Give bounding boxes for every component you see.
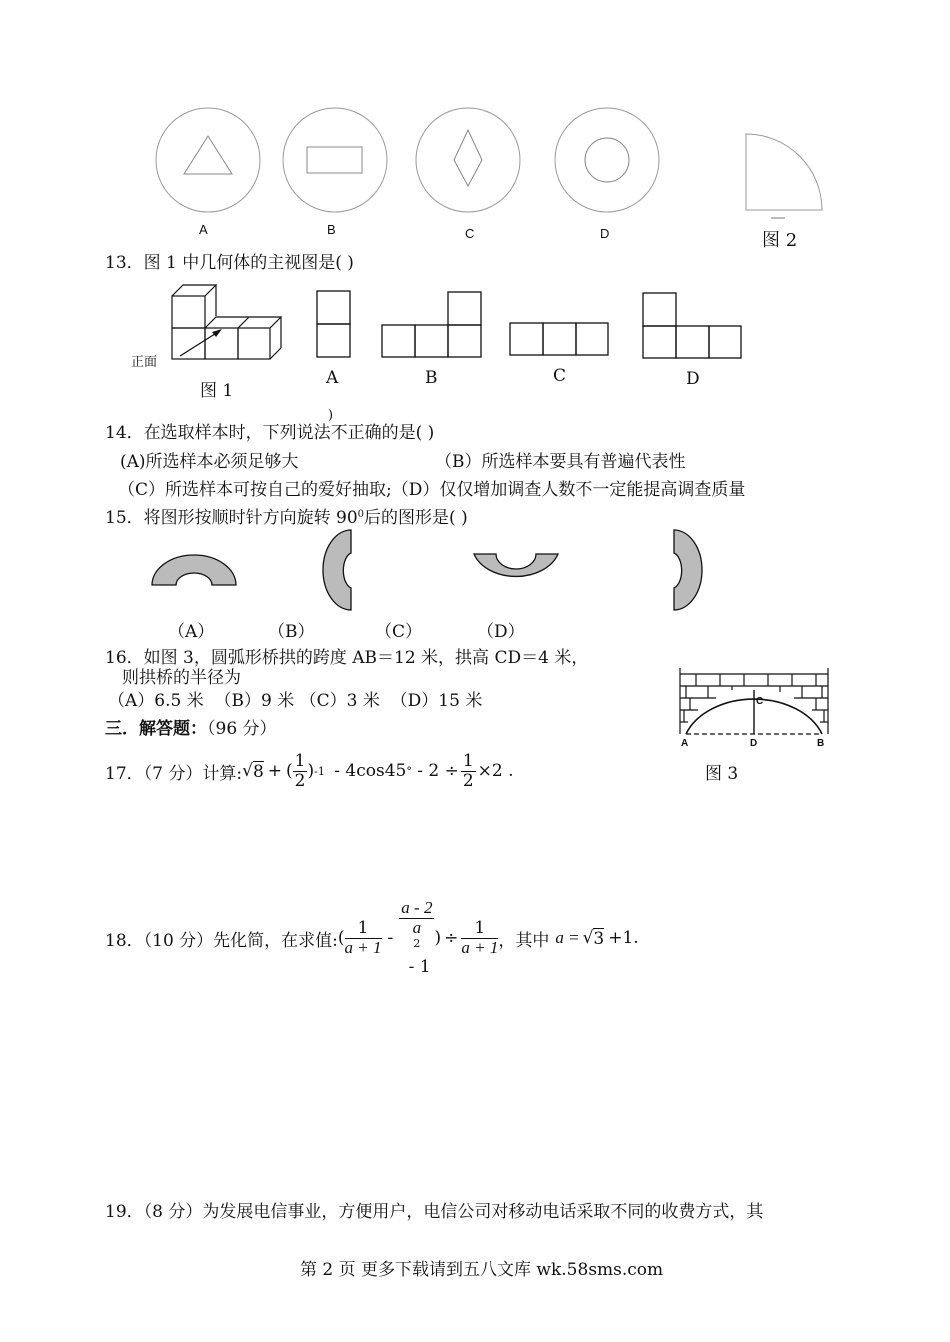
section-3-heading xyxy=(105,714,277,739)
option-c-figure xyxy=(416,108,520,212)
option-b-figure xyxy=(283,108,387,212)
q15-shape-d xyxy=(674,530,702,610)
q18-f1-den: a + 1 xyxy=(344,937,382,957)
question-16-line-2: 则拱桥的半径为 xyxy=(122,668,241,688)
q18-f3-num: 1 xyxy=(461,919,498,939)
q17-half-num: 1 xyxy=(294,750,306,771)
figure-2-quarter-circle xyxy=(746,134,822,218)
q15-option-shapes xyxy=(140,525,720,615)
q18-fraction-3 xyxy=(461,919,498,957)
top-option-label-d: D xyxy=(600,226,610,241)
top-option-figures xyxy=(140,100,840,250)
q14-option-c-d: （C）所选样本可按自己的爱好抽取;（D）仅仅增加调查人数不一定能提高调查质量 xyxy=(118,480,746,500)
fig3-point-c: C xyxy=(756,696,764,707)
question-16-line-1: 16．如图 3，圆弧形桥拱的跨度 AB＝12 米，拱高 CD＝4 米， xyxy=(105,648,589,668)
q15-shape-a xyxy=(152,555,236,585)
fig3-point-b: B xyxy=(817,738,825,749)
question-14: 14．在选取样本时，下列说法不正确的是( ) xyxy=(105,423,435,443)
figure-3-label: 图 3 xyxy=(705,764,739,784)
q17-half2-num: 1 xyxy=(462,750,474,771)
question-18: 18．（10 分）先化简，在求值: ( $\frac{1}{a + 1}$ - a - 2 a $^2$ - 1 ) ÷ $\frac{1}{a + 1}$ ，其中 a = √ 3 +1. xyxy=(105,898,639,978)
figure-1-label: 图 1 xyxy=(200,381,234,401)
q18-f1-num: 1 xyxy=(345,919,382,939)
q15-option-label-a: （A） xyxy=(168,622,215,642)
q18-value-rhs: +1. xyxy=(608,928,639,948)
q18-f3-den: a + 1 xyxy=(461,937,499,957)
q13-option-label-c: C xyxy=(553,366,567,386)
q13-option-label-a: A xyxy=(326,368,339,388)
q14-option-a: (A)所选样本必须足够大 xyxy=(120,452,299,472)
q17-sqrt-radicand: 8 xyxy=(252,761,264,782)
q17-fraction-half xyxy=(293,752,308,790)
section-3-score: （96 分） xyxy=(207,719,277,739)
q14-option-b: （B）所选样本要具有普遍代表性 xyxy=(435,452,686,472)
option-d-figure xyxy=(555,108,659,212)
q18-fraction-1 xyxy=(345,919,382,957)
page-footer: 第 2 页 更多下载请到五八文库 wk.58sms.com xyxy=(300,1260,664,1280)
q15-option-label-b: （B） xyxy=(268,622,315,642)
top-option-label-b: B xyxy=(327,222,336,237)
q18-f2-den: a $^2$ - 1 xyxy=(403,917,431,978)
q15-text-after: 后的图形是( ) xyxy=(364,508,468,528)
question-17: 17．（7 分）计算: √ 8 + ( $\frac{1}{2}$ ) -1 - 4cos45 ° - 2 ÷ $\frac{1}{2}$ ×2 . xyxy=(105,750,514,791)
question-13: 13．图 1 中几何体的主视图是( ) xyxy=(105,253,354,273)
q17-exponent: -1 xyxy=(314,764,325,778)
q18-prefix: 18．（10 分）先化简，在求值: xyxy=(105,930,338,951)
section-3-title: 三．解答题： xyxy=(105,719,207,739)
q17-times-part: ×2 . xyxy=(477,761,514,781)
stray-mark: ) xyxy=(328,408,334,423)
figure-2-label: 图 2 xyxy=(762,230,798,251)
q15-shape-b xyxy=(323,530,351,610)
fig3-point-d: D xyxy=(750,738,758,749)
q17-sqrt-sign: √ xyxy=(242,761,253,781)
figure-3-arch-bridge xyxy=(676,668,832,750)
q18-sqrt-radicand: 3 xyxy=(593,928,605,949)
q17-cos-part: - 4cos45 xyxy=(328,761,407,781)
q17-plus: + xyxy=(267,761,283,781)
q15-text-before: 15．将图形按顺时针方向旋转 90 xyxy=(105,508,358,528)
q15-option-label-c: （C） xyxy=(375,622,423,642)
q18-sqrt-sign: √ xyxy=(582,928,594,948)
q13-option-views xyxy=(310,285,760,365)
q17-prefix: 17．（7 分）计算: xyxy=(105,763,243,784)
q13-option-label-d: D xyxy=(686,369,700,389)
q18-value-lhs: a = xyxy=(555,928,580,947)
q15-shape-c xyxy=(474,554,558,576)
q16-options: （A）6.5 米 （B）9 米 （C）3 米 （D）15 米 xyxy=(108,691,483,711)
option-a-figure xyxy=(156,108,260,212)
top-option-label-a: A xyxy=(199,222,208,237)
q17-divide-part: - 2 ÷ xyxy=(411,761,459,781)
q13-option-label-b: B xyxy=(425,368,438,388)
q17-half2-den: 2 xyxy=(462,770,474,791)
q17-fraction-half-2 xyxy=(461,752,476,790)
question-19: 19．（8 分）为发展电信事业，方便用户，电信公司对移动电话采取不同的收费方式，其 xyxy=(105,1202,764,1222)
fig3-point-a: A xyxy=(681,738,689,749)
q17-half-den: 2 xyxy=(294,770,306,791)
top-option-label-c: C xyxy=(465,226,475,241)
q15-degree: 0 xyxy=(357,509,365,520)
q17-degree: ° xyxy=(406,764,412,778)
q18-f2-num: a - 2 xyxy=(401,898,433,918)
q18-fraction-2 xyxy=(399,899,434,976)
q18-where: ，其中 xyxy=(498,930,550,951)
front-label: 正面 xyxy=(131,354,158,369)
q15-option-label-d: （D） xyxy=(477,622,525,642)
